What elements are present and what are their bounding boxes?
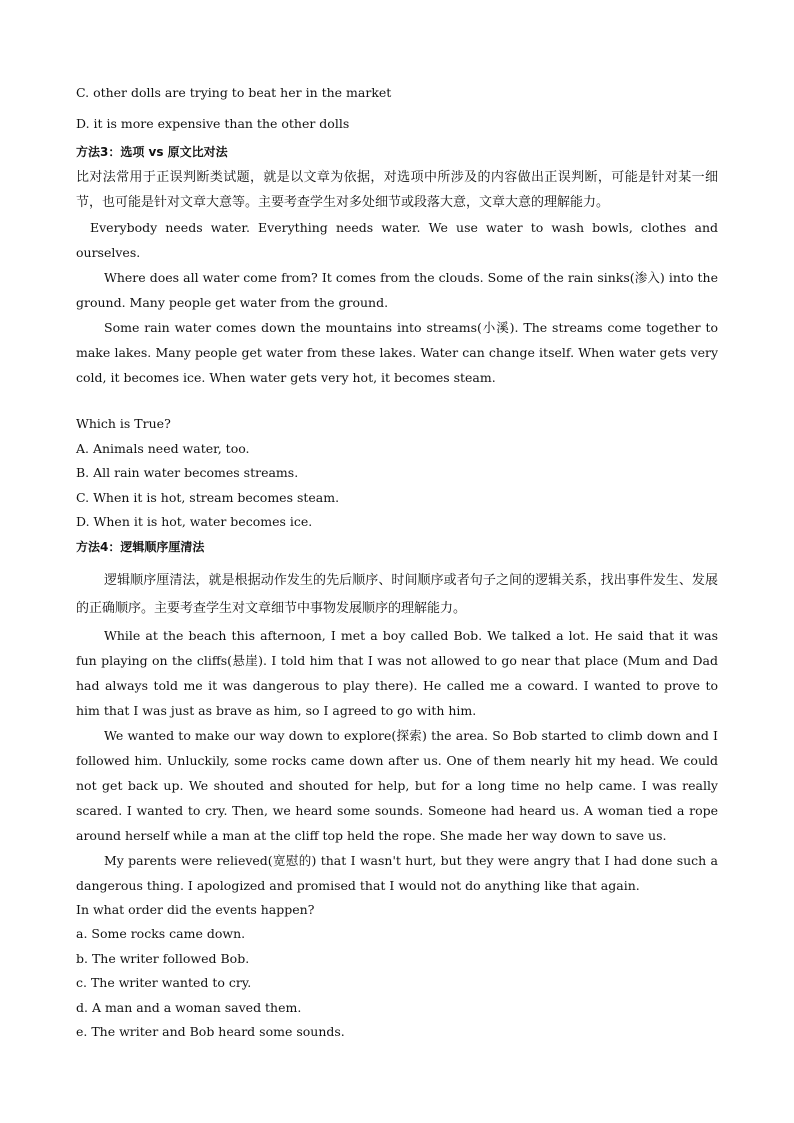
method4-paragraph-3: My parents were relieved(宽慰的) that I wasn't hurt, but they were angry that I had done such a dangerous thing. I apologized and promised that I would not do anything like that again. <box>76 852 718 893</box>
method3-option-d: D. When it is hot, water becomes ice. <box>76 514 313 529</box>
document-page <box>76 80 718 1045</box>
method3-option-b: B. All rain water becomes streams. <box>76 465 299 480</box>
spacer <box>76 390 718 412</box>
method3-title: 方法3：选项 vs 原文比对法 <box>76 145 228 159</box>
method4-event-d: d. A man and a woman saved them. <box>76 999 302 1015</box>
spacer <box>76 560 718 567</box>
method3-option-c: C. When it is hot, stream becomes steam. <box>76 489 340 505</box>
method4-event-e: e. The writer and Bob heard some sounds. <box>76 1024 345 1039</box>
method4-event-a: a. Some rocks came down. <box>76 926 246 941</box>
method3-paragraph-2: Where does all water come from? It comes from the clouds. Some of the rain sinks(渗入) into the ground. Many people get water from the ground. <box>76 270 718 310</box>
option-d: D. it is more expensive than the other dolls <box>76 116 350 131</box>
method3-paragraph-3: Some rain water comes down the mountains into streams(小溪). The streams come together to make lakes. Many people get water from these lakes. Water can change itself. When water gets very cold, it becomes ice. When water gets very hot, it becomes steam. <box>76 320 718 385</box>
option-c: C. other dolls are trying to beat her in the market <box>76 85 392 100</box>
method4-paragraph-1: While at the beach this afternoon, I met a boy called Bob. We talked a lot. He said that it was fun playing on the cliffs(悬崖). I told him that I was not allowed to go near that place (Mum and Dad had always told me it was dangerous to play there). He called me a coward. I wanted to prove to him that I was just as brave as him, so I agreed to go with him. <box>76 627 718 718</box>
method3-description: 比对法常用于正误判断类试题，就是以文章为依据，对选项中所涉及的内容做出正误判断，可能是针对某一细节，也可能是针对文章大意等。主要考查学生对多处细节或段落大意，文章大意的理解能力。 <box>76 170 718 210</box>
method4-paragraph-2: We wanted to make our way down to explore(探索) the area. So Bob started to climb down and I followed him. Unluckily, some rocks came down after us. One of them nearly hit my head. We could not get back up. We shouted and shouted for help, but for a long time no help came. I was really scared. I wanted to cry. Then, we heard some sounds. Someone had heard us. A woman tied a rope around herself while a man at the cliff top held the rope. She made her way down to save us. <box>76 727 718 843</box>
method3-paragraph-1: Everybody needs water. Everything needs water. We use water to wash bowls, clothes and ourselves. <box>76 220 718 260</box>
method4-question: In what order did the events happen? <box>76 901 315 917</box>
method3-option-a: A. Animals need water, too. <box>76 440 250 456</box>
method3-question: Which is True? <box>76 416 171 431</box>
method4-event-c: c. The writer wanted to cry. <box>76 975 252 990</box>
method4-event-b: b. The writer followed Bob. <box>76 950 250 966</box>
method4-title: 方法4：逻辑顺序厘清法 <box>76 539 205 554</box>
method4-description: 逻辑顺序厘清法，就是根据动作发生的先后顺序、时间顺序或者句子之间的逻辑关系，找出事件发生、发展的正确顺序。主要考查学生对文章细节中事物发展顺序的理解能力。 <box>76 572 718 616</box>
